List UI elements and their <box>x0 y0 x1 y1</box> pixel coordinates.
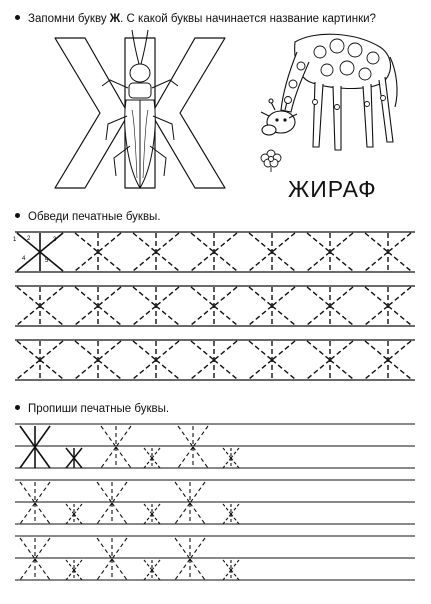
letter-stroke <box>156 341 179 360</box>
letter-stroke <box>190 538 205 559</box>
letter-stroke <box>75 287 98 306</box>
task-3-instruction: Пропиши печатные буквы. <box>15 402 169 416</box>
letter-stroke <box>74 570 82 580</box>
letter-stroke <box>116 426 131 447</box>
letter-stroke <box>388 306 411 325</box>
letter-stroke <box>75 360 98 379</box>
letter-stroke <box>75 252 98 271</box>
letter-stroke <box>330 341 353 360</box>
letter-stroke <box>231 458 239 468</box>
letter-stroke <box>223 514 231 524</box>
letter-stroke <box>365 233 388 252</box>
letter-stroke <box>190 482 205 503</box>
letter-stroke <box>191 306 214 325</box>
letter-stroke <box>365 341 388 360</box>
letter-stroke <box>223 504 231 514</box>
letter-stroke <box>35 447 50 468</box>
letter-stroke <box>74 560 82 570</box>
letter-stroke <box>365 360 388 379</box>
letter-stroke <box>20 482 35 503</box>
letter-stroke <box>178 426 193 447</box>
letter-stroke <box>175 559 190 580</box>
task-letter: Ж <box>109 13 121 25</box>
letter-stroke <box>223 570 231 580</box>
letter-stroke <box>190 559 205 580</box>
letter-stroke <box>388 287 411 306</box>
letter-stroke <box>17 287 40 306</box>
letter-stroke <box>17 360 40 379</box>
letter-stroke <box>191 233 214 252</box>
letter-stroke <box>365 252 388 271</box>
letter-stroke <box>133 287 156 306</box>
letter-stroke <box>40 252 63 271</box>
letter-stroke <box>307 233 330 252</box>
letter-stroke <box>231 560 239 570</box>
letter-stroke <box>388 360 411 379</box>
writing-rows <box>15 424 415 580</box>
letter-stroke <box>307 287 330 306</box>
letter-stroke <box>144 504 152 514</box>
letter-stroke <box>40 341 63 360</box>
letter-stroke <box>307 360 330 379</box>
letter-stroke <box>223 458 231 468</box>
letter-stroke <box>66 458 74 468</box>
letter-stroke <box>35 426 50 447</box>
letter-stroke <box>66 448 74 458</box>
letter-stroke <box>231 504 239 514</box>
letter-stroke <box>249 341 272 360</box>
letter-stroke <box>249 287 272 306</box>
letter-stroke <box>40 306 63 325</box>
letter-stroke <box>272 287 295 306</box>
letter-stroke <box>214 252 237 271</box>
letter-stroke <box>20 538 35 559</box>
letter-stroke <box>214 360 237 379</box>
letter-stroke <box>97 538 112 559</box>
letter-stroke <box>178 447 193 468</box>
letter-stroke <box>101 447 116 468</box>
letter-stroke <box>175 503 190 524</box>
stroke-number: 1 <box>13 237 17 243</box>
letter-stroke <box>20 426 35 447</box>
letter-stroke <box>98 252 121 271</box>
letter-stroke <box>35 503 50 524</box>
letter-stroke <box>223 448 231 458</box>
letter-stroke <box>66 560 74 570</box>
letter-stroke <box>307 341 330 360</box>
letter-stroke <box>133 233 156 252</box>
letter-stroke <box>40 360 63 379</box>
letter-stroke <box>35 482 50 503</box>
letter-stroke <box>249 306 272 325</box>
letter-stroke <box>101 426 116 447</box>
letter-stroke <box>330 360 353 379</box>
letter-stroke <box>133 252 156 271</box>
letter-stroke <box>75 233 98 252</box>
letter-stroke <box>17 341 40 360</box>
letter-stroke <box>156 287 179 306</box>
letter-stroke <box>214 341 237 360</box>
letter-stroke <box>231 448 239 458</box>
letter-stroke <box>152 448 160 458</box>
letter-stroke <box>74 448 82 458</box>
letter-stroke <box>365 287 388 306</box>
letter-stroke <box>97 482 112 503</box>
letter-stroke <box>98 287 121 306</box>
letter-stroke <box>191 341 214 360</box>
stroke-number: 2 <box>27 236 31 242</box>
letter-stroke <box>20 559 35 580</box>
letter-stroke <box>388 233 411 252</box>
stroke-number: 3 <box>53 237 57 243</box>
letter-stroke <box>66 514 74 524</box>
letter-stroke <box>272 306 295 325</box>
letter-stroke <box>98 341 121 360</box>
letter-stroke <box>307 306 330 325</box>
letter-stroke <box>17 306 40 325</box>
letter-stroke <box>152 458 160 468</box>
letter-stroke <box>156 360 179 379</box>
letter-stroke <box>35 538 50 559</box>
letter-stroke <box>75 341 98 360</box>
letter-stroke <box>20 447 35 468</box>
letter-stroke <box>152 504 160 514</box>
letter-stroke <box>152 560 160 570</box>
letter-stroke <box>231 514 239 524</box>
letter-stroke <box>214 287 237 306</box>
stroke-number: 5 <box>45 258 49 264</box>
letter-stroke <box>74 504 82 514</box>
letter-stroke <box>144 570 152 580</box>
letter-stroke <box>191 287 214 306</box>
letter-stroke <box>116 447 131 468</box>
letter-stroke <box>191 360 214 379</box>
letter-stroke <box>272 341 295 360</box>
letter-stroke <box>40 233 63 252</box>
tracing-rows <box>15 232 415 380</box>
letter-stroke <box>330 252 353 271</box>
task-2-instruction: Обведи печатные буквы. <box>15 210 161 224</box>
letter-stroke <box>133 306 156 325</box>
letter-stroke <box>74 514 82 524</box>
letter-stroke <box>175 538 190 559</box>
letter-stroke <box>112 559 127 580</box>
letter-stroke <box>112 538 127 559</box>
letter-stroke <box>190 503 205 524</box>
letter-stroke <box>66 504 74 514</box>
letter-stroke <box>223 560 231 570</box>
letter-stroke <box>156 233 179 252</box>
letter-stroke <box>272 233 295 252</box>
letter-stroke <box>156 306 179 325</box>
letter-stroke <box>66 570 74 580</box>
letter-stroke <box>40 287 63 306</box>
letter-stroke <box>231 570 239 580</box>
picture-word: ЖИРАФ <box>288 176 377 202</box>
letter-stroke <box>388 341 411 360</box>
letter-stroke <box>75 306 98 325</box>
letter-stroke <box>175 482 190 503</box>
letter-stroke <box>98 360 121 379</box>
letter-stroke <box>193 447 208 468</box>
letter-stroke <box>156 252 179 271</box>
letter-stroke <box>330 233 353 252</box>
letter-stroke <box>97 503 112 524</box>
letter-stroke <box>193 426 208 447</box>
letter-stroke <box>144 560 152 570</box>
letter-stroke <box>98 306 121 325</box>
stroke-number: 4 <box>22 256 26 262</box>
letter-stroke <box>144 448 152 458</box>
letter-stroke <box>330 306 353 325</box>
letter-stroke <box>152 570 160 580</box>
letter-stroke <box>133 360 156 379</box>
letter-stroke <box>365 306 388 325</box>
letter-stroke <box>97 559 112 580</box>
letter-stroke <box>74 458 82 468</box>
letter-stroke <box>249 233 272 252</box>
letter-stroke <box>330 287 353 306</box>
letter-stroke <box>144 458 152 468</box>
letter-stroke <box>133 341 156 360</box>
letter-stroke <box>35 559 50 580</box>
letter-stroke <box>388 252 411 271</box>
letter-stroke <box>98 233 121 252</box>
letter-stroke <box>249 252 272 271</box>
letter-stroke <box>112 482 127 503</box>
letter-stroke <box>307 252 330 271</box>
letter-stroke <box>214 233 237 252</box>
letter-stroke <box>214 306 237 325</box>
letter-stroke <box>17 252 40 271</box>
letter-stroke <box>144 514 152 524</box>
letter-stroke <box>191 252 214 271</box>
task-1-instruction: Запомни букву Ж. С какой буквы начинается название картинки? <box>15 12 376 26</box>
letter-stroke <box>249 360 272 379</box>
letter-stroke <box>152 514 160 524</box>
letter-stroke <box>112 503 127 524</box>
letter-stroke <box>272 252 295 271</box>
letter-stroke <box>20 503 35 524</box>
letter-stroke <box>272 360 295 379</box>
